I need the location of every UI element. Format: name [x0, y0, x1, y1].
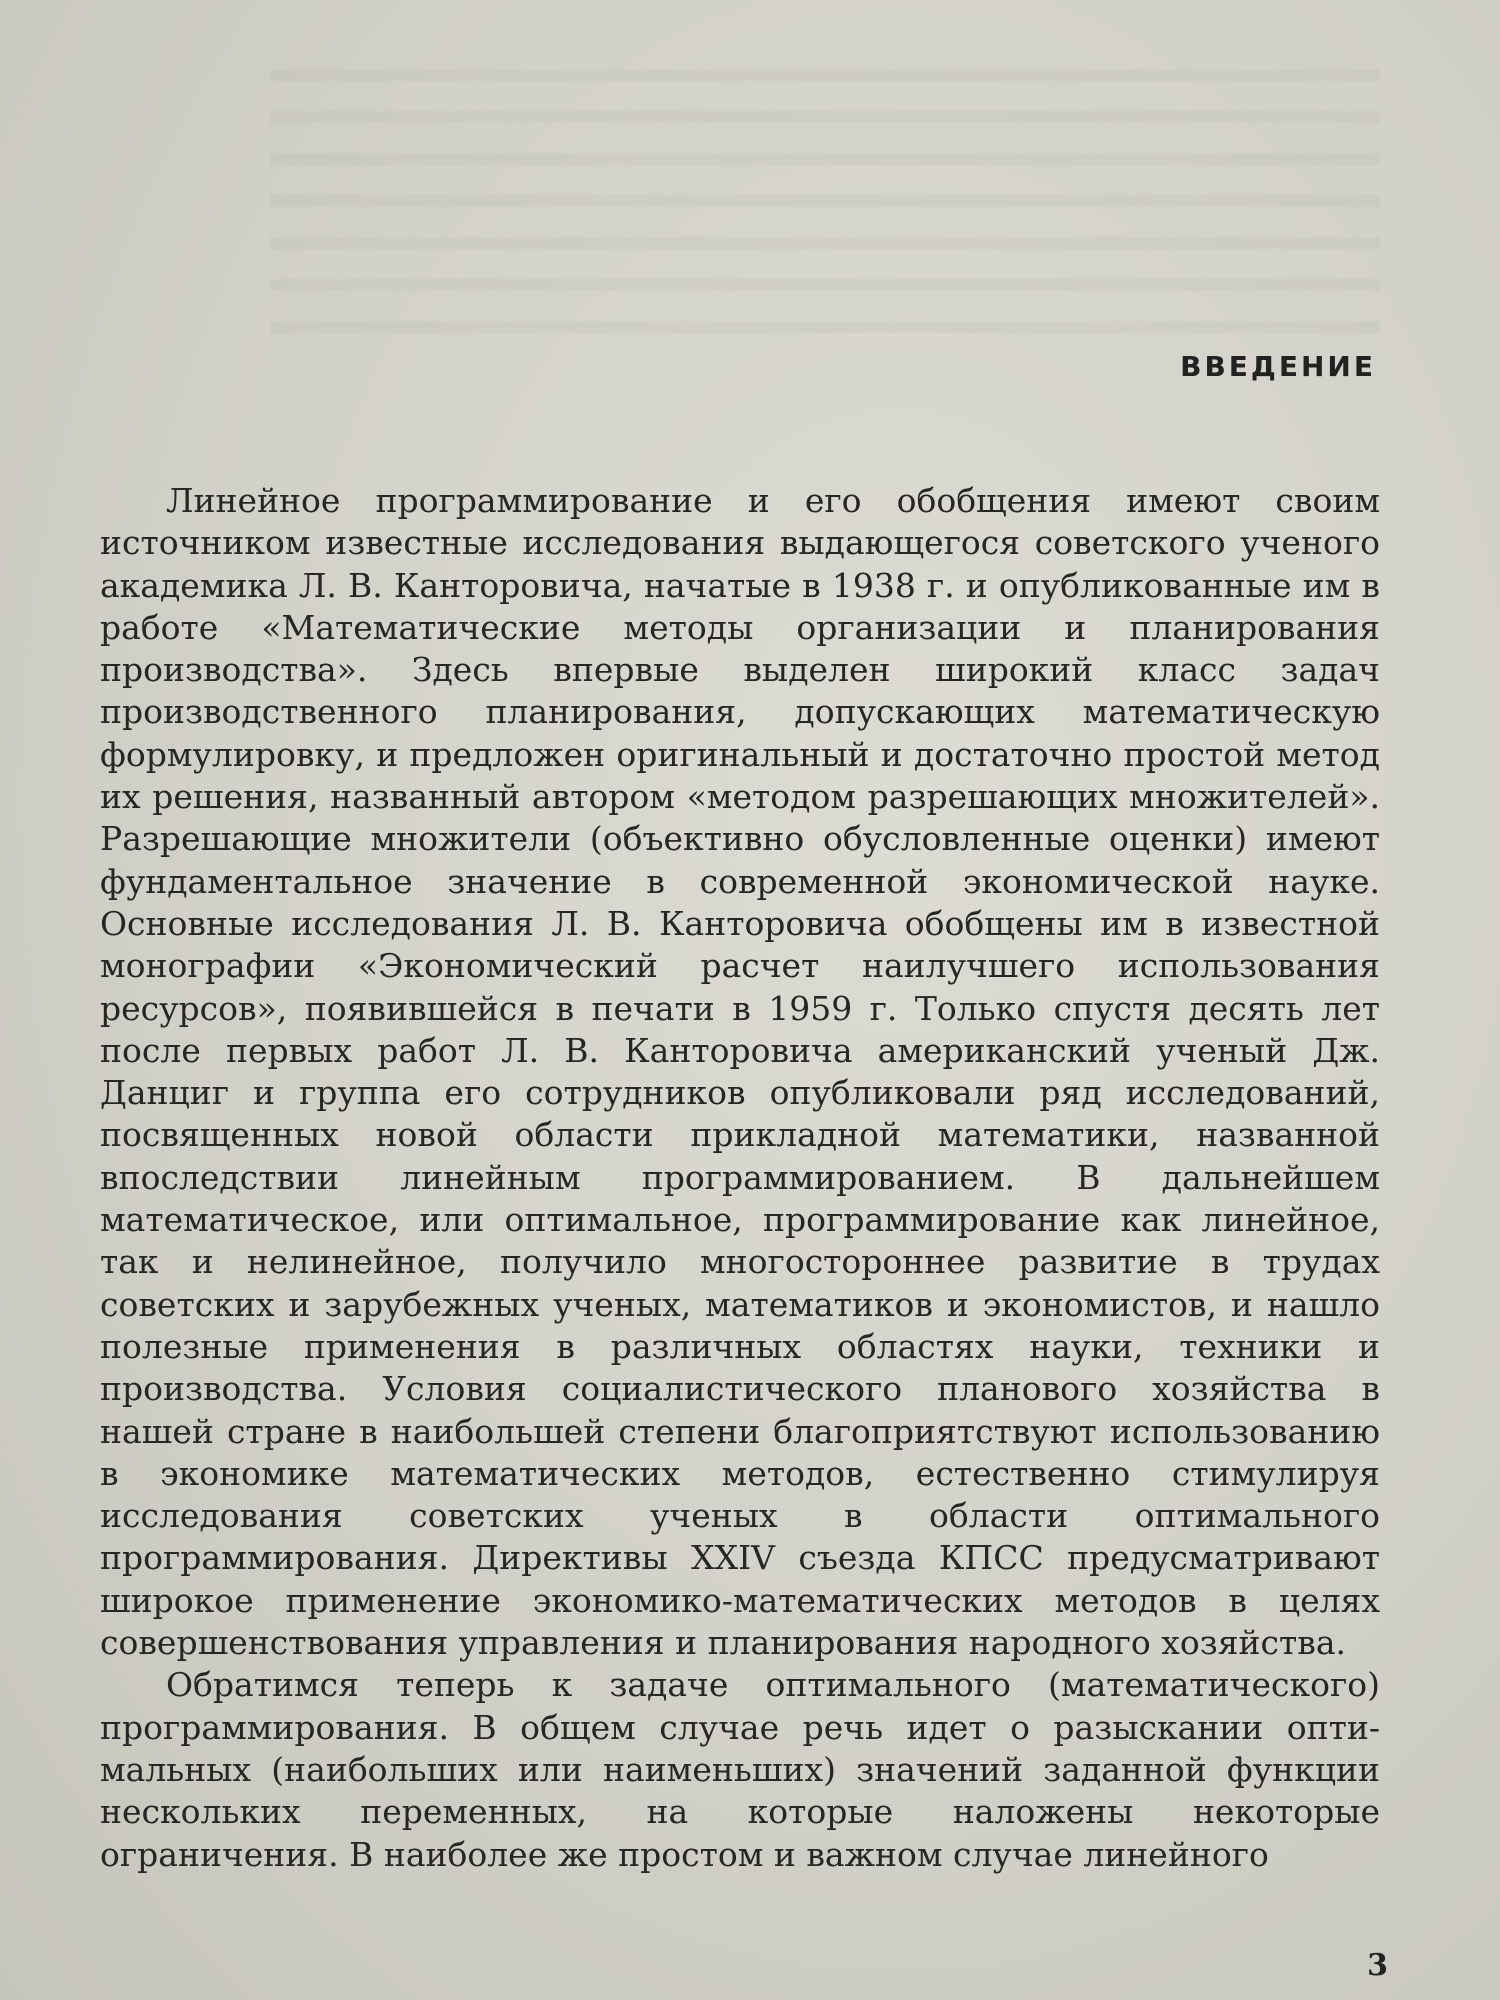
body-text — [100, 480, 1380, 1876]
bleed-through-text — [270, 40, 1380, 340]
paragraph-1: Линейное программирование и его обобщения имеют своим источником известные исследования выдающегося советского ученого академика Л. В. Канторовича, начатые в 1938 г. и опубликованные им в работе «Математические методы организации и планирования производства». Здесь впервые выделен широкий класс задач производственного планирования, допускающих математическую формулировку, и предложен оригинальный и достаточно простой метод их решения, названный автором «методом разрешающих множителей». Разрешающие множители (объективно обусловленные оценки) имеют фундаментальное значение в современной экономической науке. Основные исследования Л. В. Канторовича обобщены им в известной монографии «Экономический расчет наилучшего использования ресурсов», появившейся в печати в 1959 г. Только спустя десять лет после первых работ Л. В. Канторовича американский ученый Дж. Данциг и группа его сотрудников опубликовали ряд исследований, посвященных новой области прикладной математики, названной впоследствии линейным программированием. В дальнейшем математическое, или оптимальное, программирование как линейное, так и нелинейное, получило многостороннее развитие в трудах советских и зарубежных ученых, математиков и экономистов, и нашло полезные применения в различных областях науки, техники и производства. Условия социалистического планового хозяйства в нашей стране в наибольшей степени благоприятствуют использованию в экономике математических методов, естественно стимулируя исследования советских ученых в области оптимального программирования. Директивы XXIV съезда КПСС предусматривают широкое применение экономико-математических методов в целях совершенствования управления и планирования народного хозяйства. — [100, 481, 1380, 1663]
page-number: 3 — [1367, 1948, 1388, 1983]
chapter-heading: ВВЕДЕНИЕ — [1180, 350, 1376, 383]
paragraph-2: Обратимся теперь к задаче оптимального (математического) программирования. В общем случае речь идет о разыскании оптимальных (наибольших или наименьших) значений заданной функции нескольких переменных, на которые наложены некоторые ограничения. В наиболее же простом и важном случае линейного — [100, 1665, 1380, 1874]
